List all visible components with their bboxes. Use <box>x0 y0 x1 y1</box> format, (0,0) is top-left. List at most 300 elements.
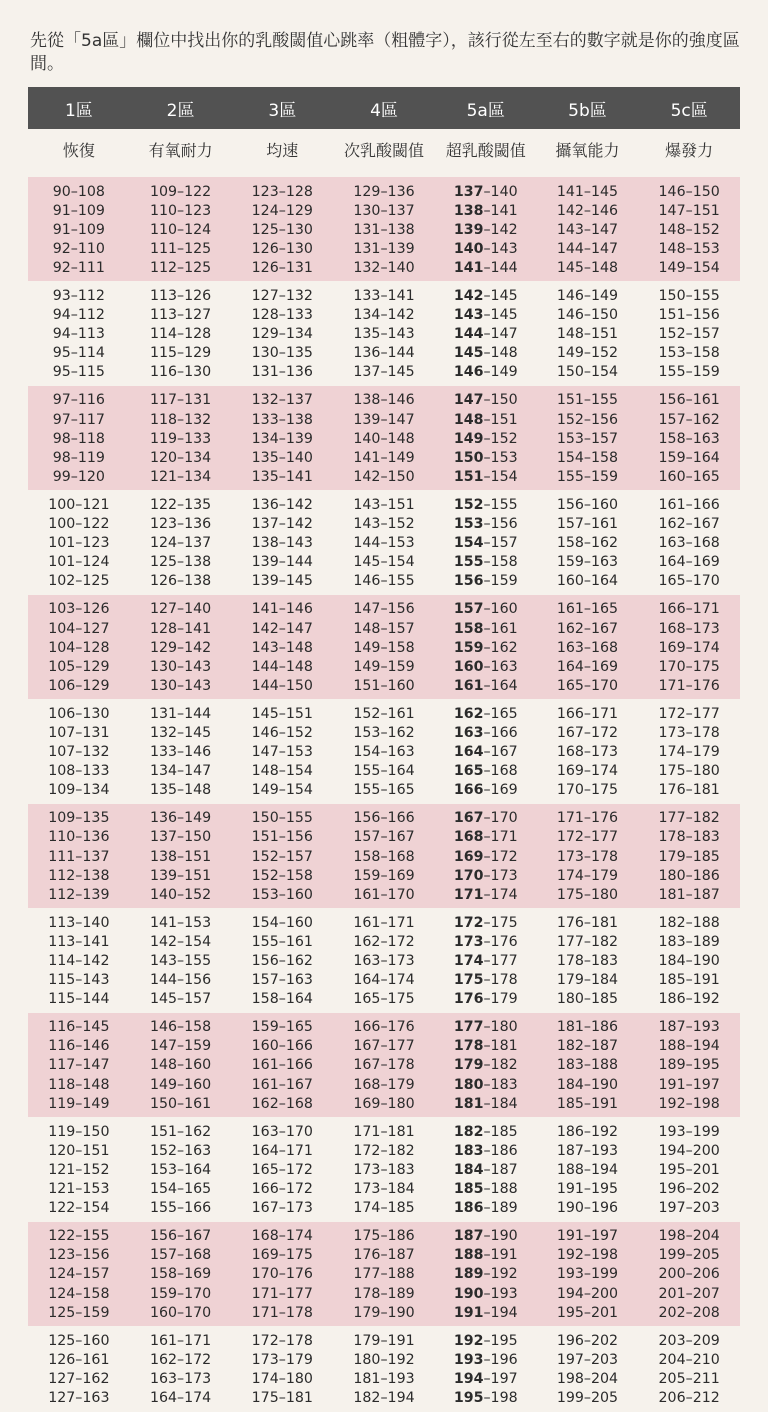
zone5b-cell: 175–180 <box>556 886 619 903</box>
zone5a-upper: –155 <box>483 496 518 513</box>
col-header-zone3: 3區 <box>268 100 297 121</box>
zone4-cell: 144–153 <box>353 535 415 552</box>
zone3-cell: 152–157 <box>251 848 313 865</box>
zone2-cell: 149–160 <box>149 1076 212 1093</box>
zone2-cell: 154–165 <box>149 1181 212 1198</box>
lactate-threshold-hr: 165 <box>453 763 484 780</box>
zone5c-cell: 169–174 <box>658 639 720 656</box>
zone2-cell: 143–155 <box>149 953 212 970</box>
zone5b-cell: 144–147 <box>556 240 619 257</box>
zone5a-upper: –190 <box>483 1228 518 1245</box>
zone5c-cell: 170–175 <box>658 658 720 675</box>
zone1-cell: 94–113 <box>52 326 105 343</box>
lactate-threshold-hr: 180 <box>453 1076 484 1093</box>
zone5a-upper: –177 <box>483 953 518 970</box>
zone4-cell: 149–159 <box>353 658 415 675</box>
zone5b-cell: 195–201 <box>556 1304 619 1321</box>
zone4-cell: 179–190 <box>353 1304 415 1321</box>
col-header-zone5c: 5c區 <box>670 100 708 121</box>
zone2-cell: 157–168 <box>149 1247 212 1264</box>
zone5b-cell: 172–177 <box>556 829 619 846</box>
zone4-cell: 142–150 <box>353 468 415 485</box>
zone3-cell: 141–146 <box>251 601 313 618</box>
zone3-cell: 173–179 <box>251 1351 313 1368</box>
lactate-threshold-hr: 157 <box>453 601 484 618</box>
row-group <box>28 386 740 490</box>
row-group <box>28 1222 740 1326</box>
zone5a-upper: –149 <box>483 364 518 381</box>
zone3-cell: 144–150 <box>251 677 313 694</box>
lactate-threshold-hr: 144 <box>453 326 484 343</box>
zone5a-cell <box>435 1247 537 1263</box>
zone5c-cell: 177–182 <box>658 810 720 827</box>
zone1-cell: 101–124 <box>48 554 110 571</box>
zone4-cell: 132–140 <box>353 259 415 276</box>
zone5c-cell: 168–173 <box>658 620 720 637</box>
zone5a-upper: –147 <box>483 326 518 343</box>
zone5c-cell: 146–150 <box>658 183 720 200</box>
table-row <box>28 1369 740 1388</box>
zone4-cell: 158–168 <box>353 848 415 865</box>
zone5a-cell <box>435 431 537 447</box>
zone5b-cell: 161–165 <box>556 601 619 618</box>
table-row <box>28 913 740 932</box>
lactate-threshold-hr: 192 <box>453 1332 484 1349</box>
zone3-cell: 171–178 <box>251 1304 313 1321</box>
row-group <box>28 1326 740 1411</box>
zone5c-cell: 153–158 <box>658 345 720 362</box>
table-row <box>28 1265 740 1284</box>
zone1-cell: 100–122 <box>48 516 110 533</box>
zone2-cell: 158–169 <box>149 1266 212 1283</box>
zone5c-cell: 178–183 <box>658 829 720 846</box>
zone5a-cell <box>435 345 537 361</box>
zone4-cell: 155–164 <box>353 763 415 780</box>
zone1-cell: 120–151 <box>48 1142 110 1159</box>
zone5a-cell <box>435 222 537 238</box>
zone2-cell: 116–130 <box>149 364 212 381</box>
zone5a-upper: –197 <box>483 1370 518 1387</box>
zone5a-upper: –178 <box>483 972 518 989</box>
zone5a-cell <box>435 288 537 304</box>
zone5b-cell: 192–198 <box>556 1247 619 1264</box>
table-row <box>28 220 740 239</box>
zone5b-cell: 170–175 <box>556 782 619 799</box>
zone5c-cell: 147–151 <box>658 202 720 219</box>
zone1-cell: 124–158 <box>48 1285 110 1302</box>
zone5b-cell: 143–147 <box>556 221 619 238</box>
zone3-cell: 124–129 <box>251 202 313 219</box>
zone1-cell: 117–147 <box>48 1057 110 1074</box>
zone5a-upper: –195 <box>483 1332 518 1349</box>
zone5a-upper: –161 <box>483 620 518 637</box>
zone5a-cell <box>435 1057 537 1073</box>
zone1-cell: 115–144 <box>48 991 110 1008</box>
zone4-cell: 159–169 <box>353 867 415 884</box>
zone5b-cell: 169–174 <box>556 763 619 780</box>
subtitle-zone5c: 爆發力 <box>665 140 714 160</box>
zone4-cell: 153–162 <box>353 724 415 741</box>
table-row <box>28 325 740 344</box>
zone5a-cell <box>435 621 537 637</box>
zone5b-cell: 185–191 <box>556 1095 619 1112</box>
zone2-cell: 130–143 <box>149 658 212 675</box>
zone3-cell: 128–133 <box>251 307 313 324</box>
zone5a-upper: –163 <box>483 658 518 675</box>
zone1-cell: 104–128 <box>48 639 110 656</box>
zone2-cell: 163–173 <box>149 1370 212 1387</box>
zone4-cell: 164–174 <box>353 972 415 989</box>
zone3-cell: 135–141 <box>251 468 313 485</box>
zone5a-cell <box>435 953 537 969</box>
table-row <box>28 1141 740 1160</box>
zone5b-cell: 190–196 <box>556 1200 619 1217</box>
lactate-threshold-hr: 145 <box>453 345 484 362</box>
zone5c-cell: 165–170 <box>658 573 720 590</box>
subtitle-zone2: 有氧耐力 <box>148 140 213 160</box>
zone5c-cell: 157–162 <box>658 411 720 428</box>
zone4-cell: 180–192 <box>353 1351 415 1368</box>
lactate-threshold-hr: 139 <box>453 221 484 238</box>
zone5a-upper: –172 <box>483 848 518 865</box>
zone5a-cell <box>435 469 537 485</box>
zone1-cell: 122–155 <box>48 1228 110 1245</box>
lactate-threshold-hr: 158 <box>453 620 484 637</box>
instruction-text: 先從「5a區」欄位中找出你的乳酸閾值心跳率（粗體字），該行從左至右的數字就是你的強度區間。 <box>30 31 740 74</box>
zone2-cell: 146–158 <box>149 1019 212 1036</box>
zone5c-cell: 162–167 <box>658 516 720 533</box>
table-row <box>28 762 740 781</box>
lactate-threshold-hr: 179 <box>453 1057 484 1074</box>
table-row <box>28 534 740 553</box>
zone5b-cell: 177–182 <box>556 933 619 950</box>
zone3-cell: 174–180 <box>251 1370 313 1387</box>
zone3-cell: 123–128 <box>251 183 313 200</box>
zone3-cell: 147–153 <box>251 744 313 761</box>
zone5b-cell: 166–171 <box>556 705 619 722</box>
zone5b-cell: 160–164 <box>556 573 619 590</box>
subtitle-zone1: 恢復 <box>62 140 95 160</box>
zone4-cell: 146–155 <box>353 573 415 590</box>
zone5a-cell <box>435 326 537 342</box>
zone1-cell: 124–157 <box>48 1266 110 1283</box>
zone5c-cell: 192–198 <box>658 1095 720 1112</box>
zone5c-cell: 171–176 <box>658 677 720 694</box>
zone2-cell: 115–129 <box>149 345 212 362</box>
lactate-threshold-hr: 182 <box>453 1123 484 1140</box>
zone4-cell: 168–179 <box>353 1076 415 1093</box>
zone5a-cell <box>435 497 537 513</box>
zone5a-upper: –150 <box>483 392 518 409</box>
zone5b-cell: 180–185 <box>556 991 619 1008</box>
zone1-cell: 106–130 <box>48 705 110 722</box>
zone1-cell: 121–153 <box>48 1181 110 1198</box>
table-row <box>28 1018 740 1037</box>
zone2-cell: 155–166 <box>149 1200 212 1217</box>
zone5a-upper: –156 <box>483 516 518 533</box>
zone5a-cell <box>435 203 537 219</box>
zone5a-cell <box>435 991 537 1007</box>
lactate-threshold-hr: 178 <box>453 1038 484 1055</box>
zone5b-cell: 176–181 <box>556 914 619 931</box>
zone2-cell: 142–154 <box>149 933 212 950</box>
zone1-cell: 98–119 <box>52 449 105 466</box>
zone5b-cell: 188–194 <box>556 1161 619 1178</box>
table-row <box>28 600 740 619</box>
col-header-zone5b: 5b區 <box>568 100 607 121</box>
zone4-cell: 172–182 <box>353 1142 415 1159</box>
zone5b-cell: 191–195 <box>556 1181 619 1198</box>
zone2-cell: 139–151 <box>149 867 212 884</box>
zone2-cell: 124–137 <box>149 535 212 552</box>
zone4-cell: 175–186 <box>353 1228 415 1245</box>
zone5a-upper: –140 <box>483 183 518 200</box>
zone3-cell: 135–140 <box>251 449 313 466</box>
zone2-cell: 151–162 <box>149 1123 212 1140</box>
zone3-cell: 150–155 <box>251 810 313 827</box>
lactate-threshold-hr: 147 <box>453 392 484 409</box>
zone2-cell: 123–136 <box>149 516 212 533</box>
zone5b-cell: 197–203 <box>556 1351 619 1368</box>
zone3-cell: 171–177 <box>251 1285 313 1302</box>
zone4-cell: 147–156 <box>353 601 415 618</box>
zone1-cell: 91–109 <box>52 202 105 219</box>
zone5a-upper: –188 <box>483 1181 518 1198</box>
table-row <box>28 1246 740 1265</box>
zone1-cell: 116–145 <box>48 1019 110 1036</box>
zone2-cell: 145–157 <box>149 991 212 1008</box>
lactate-threshold-hr: 166 <box>453 782 484 799</box>
zone4-cell: 137–145 <box>353 364 415 381</box>
zone4-cell: 129–136 <box>353 183 415 200</box>
zone5a-cell <box>435 868 537 884</box>
zone5a-upper: –167 <box>483 744 518 761</box>
zone5a-upper: –198 <box>483 1389 518 1406</box>
zone4-cell: 162–172 <box>353 933 415 950</box>
zone2-cell: 117–131 <box>149 392 212 409</box>
zone5c-cell: 155–159 <box>658 364 720 381</box>
zone3-cell: 168–174 <box>251 1228 313 1245</box>
zone5a-upper: –181 <box>483 1038 518 1055</box>
zone2-cell: 121–134 <box>149 468 212 485</box>
zone3-cell: 155–161 <box>251 933 313 950</box>
zone2-cell: 162–172 <box>149 1351 212 1368</box>
zone4-cell: 173–183 <box>353 1161 415 1178</box>
table-row <box>28 201 740 220</box>
zone2-cell: 114–128 <box>149 326 212 343</box>
table-row <box>28 932 740 951</box>
table-row <box>28 743 740 762</box>
zone5a-upper: –145 <box>483 307 518 324</box>
zone3-cell: 142–147 <box>251 620 313 637</box>
lactate-threshold-hr: 191 <box>453 1304 484 1321</box>
zone1-cell: 99–120 <box>52 468 105 485</box>
zone5b-cell: 194–200 <box>556 1285 619 1302</box>
zone1-cell: 102–125 <box>48 573 110 590</box>
zone5b-cell: 182–187 <box>556 1038 619 1055</box>
zone5a-cell <box>435 1019 537 1035</box>
zone5c-cell: 181–187 <box>658 886 720 903</box>
zone3-cell: 145–151 <box>251 705 313 722</box>
lactate-threshold-hr: 189 <box>453 1266 484 1283</box>
zone5a-cell <box>435 1162 537 1178</box>
table-row <box>28 572 740 591</box>
zone5a-cell <box>435 1286 537 1302</box>
table-row <box>28 1284 740 1303</box>
col-header-zone4: 4區 <box>370 100 398 121</box>
zone5a-cell <box>435 412 537 428</box>
zone5c-cell: 203–209 <box>658 1332 720 1349</box>
zone5a-upper: –170 <box>483 810 518 827</box>
lactate-threshold-hr: 193 <box>453 1351 484 1368</box>
zone2-cell: 132–145 <box>149 724 212 741</box>
zone3-cell: 144–148 <box>251 658 313 675</box>
zone1-cell: 90–108 <box>52 183 105 200</box>
zone5c-cell: 160–165 <box>658 468 720 485</box>
table-subheader <box>28 129 740 169</box>
zone3-cell: 166–172 <box>251 1181 313 1198</box>
zone1-cell: 103–126 <box>48 601 110 618</box>
zone5a-upper: –185 <box>483 1123 518 1140</box>
zone2-cell: 164–174 <box>149 1389 212 1406</box>
zone4-cell: 182–194 <box>353 1389 415 1406</box>
zone1-cell: 109–134 <box>48 782 110 799</box>
zone5c-cell: 202–208 <box>658 1304 720 1321</box>
zone2-cell: 111–125 <box>149 240 212 257</box>
zone5a-upper: –182 <box>483 1057 518 1074</box>
zone5b-cell: 141–145 <box>556 183 619 200</box>
zone3-cell: 151–156 <box>251 829 313 846</box>
table-row <box>28 1303 740 1322</box>
zone5b-cell: 142–146 <box>556 202 619 219</box>
zone4-cell: 177–188 <box>353 1266 415 1283</box>
zone5a-cell <box>435 1124 537 1140</box>
zone1-cell: 91–109 <box>52 221 105 238</box>
zone5c-cell: 175–180 <box>658 763 720 780</box>
row-group <box>28 281 740 385</box>
zone5a-upper: –174 <box>483 886 518 903</box>
table-row <box>28 467 740 486</box>
zone5a-cell <box>435 1371 537 1387</box>
zone4-cell: 148–157 <box>353 620 415 637</box>
zone5b-cell: 193–199 <box>556 1266 619 1283</box>
zone3-cell: 159–165 <box>251 1019 313 1036</box>
zone5c-cell: 195–201 <box>658 1161 720 1178</box>
zone4-cell: 151–160 <box>353 677 415 694</box>
zone3-cell: 146–152 <box>251 724 313 741</box>
lactate-threshold-hr: 171 <box>453 886 484 903</box>
lactate-threshold-hr: 169 <box>453 848 484 865</box>
zone3-cell: 164–171 <box>251 1142 313 1159</box>
zone2-cell: 141–153 <box>149 914 212 931</box>
zone5b-cell: 191–197 <box>556 1228 619 1245</box>
zone2-cell: 119–133 <box>149 430 212 447</box>
zone5c-cell: 159–164 <box>658 449 720 466</box>
zone5b-cell: 157–161 <box>556 516 619 533</box>
zone1-cell: 119–150 <box>48 1123 110 1140</box>
zone4-cell: 131–139 <box>353 240 415 257</box>
row-group <box>28 490 740 594</box>
lactate-threshold-hr: 185 <box>453 1181 484 1198</box>
zone5b-cell: 146–150 <box>556 307 619 324</box>
zone5a-upper: –158 <box>483 554 518 571</box>
zone5a-cell <box>435 1333 537 1349</box>
table-row <box>28 1388 740 1407</box>
zone5b-cell: 150–154 <box>556 364 619 381</box>
zone5c-cell: 189–195 <box>658 1057 720 1074</box>
zone5a-upper: –151 <box>483 411 518 428</box>
zone5a-cell <box>435 535 537 551</box>
zone4-cell: 149–158 <box>353 639 415 656</box>
zone5a-cell <box>435 1266 537 1282</box>
zone4-cell: 133–141 <box>353 288 415 305</box>
zone4-cell: 141–149 <box>353 449 415 466</box>
zone1-cell: 101–123 <box>48 535 110 552</box>
zone2-cell: 126–138 <box>149 573 212 590</box>
zone1-cell: 112–139 <box>48 886 110 903</box>
zone1-cell: 92–111 <box>52 259 105 276</box>
zone1-cell: 108–133 <box>48 763 110 780</box>
zone4-cell: 165–175 <box>353 991 415 1008</box>
zone5a-cell <box>435 678 537 694</box>
table-row <box>28 515 740 534</box>
zone3-cell: 131–136 <box>251 364 313 381</box>
zone2-cell: 113–127 <box>149 307 212 324</box>
zone2-cell: 127–140 <box>149 601 212 618</box>
zone5a-upper: –169 <box>483 782 518 799</box>
zone2-cell: 138–151 <box>149 848 212 865</box>
zone5a-upper: –162 <box>483 639 518 656</box>
zone4-cell: 138–146 <box>353 392 415 409</box>
lactate-threshold-hr: 161 <box>453 677 484 694</box>
table-row <box>28 866 740 885</box>
zone2-cell: 160–170 <box>149 1304 212 1321</box>
zone5c-cell: 198–204 <box>658 1228 720 1245</box>
zone5b-cell: 183–188 <box>556 1057 619 1074</box>
zone5c-cell: 200–206 <box>658 1266 720 1283</box>
zone3-cell: 163–170 <box>251 1123 313 1140</box>
zone1-cell: 95–115 <box>52 364 105 381</box>
zone5c-cell: 158–163 <box>658 430 720 447</box>
table-row <box>28 619 740 638</box>
zone3-cell: 165–172 <box>251 1161 313 1178</box>
zone2-cell: 134–147 <box>149 763 212 780</box>
lactate-threshold-hr: 159 <box>453 639 484 656</box>
table-row <box>28 638 740 657</box>
zone3-cell: 152–158 <box>251 867 313 884</box>
zone5a-upper: –180 <box>483 1019 518 1036</box>
lactate-threshold-hr: 195 <box>453 1389 484 1406</box>
zone1-cell: 106–129 <box>48 677 110 694</box>
lactate-threshold-hr: 175 <box>453 972 484 989</box>
zone4-cell: 167–178 <box>353 1057 415 1074</box>
zone4-cell: 135–143 <box>353 326 415 343</box>
zone5a-upper: –175 <box>483 914 518 931</box>
zone5a-cell <box>435 1143 537 1159</box>
zone5c-cell: 205–211 <box>658 1370 720 1387</box>
zone2-cell: 147–159 <box>149 1038 212 1055</box>
zone1-cell: 113–140 <box>48 914 110 931</box>
table-row <box>28 1037 740 1056</box>
table-row <box>28 1227 740 1246</box>
zone2-cell: 118–132 <box>149 411 212 428</box>
zone3-cell: 149–154 <box>251 782 313 799</box>
table-row <box>28 306 740 325</box>
table-row <box>28 1160 740 1179</box>
table-row <box>28 990 740 1009</box>
zone1-cell: 93–112 <box>52 288 105 305</box>
table-row <box>28 344 740 363</box>
